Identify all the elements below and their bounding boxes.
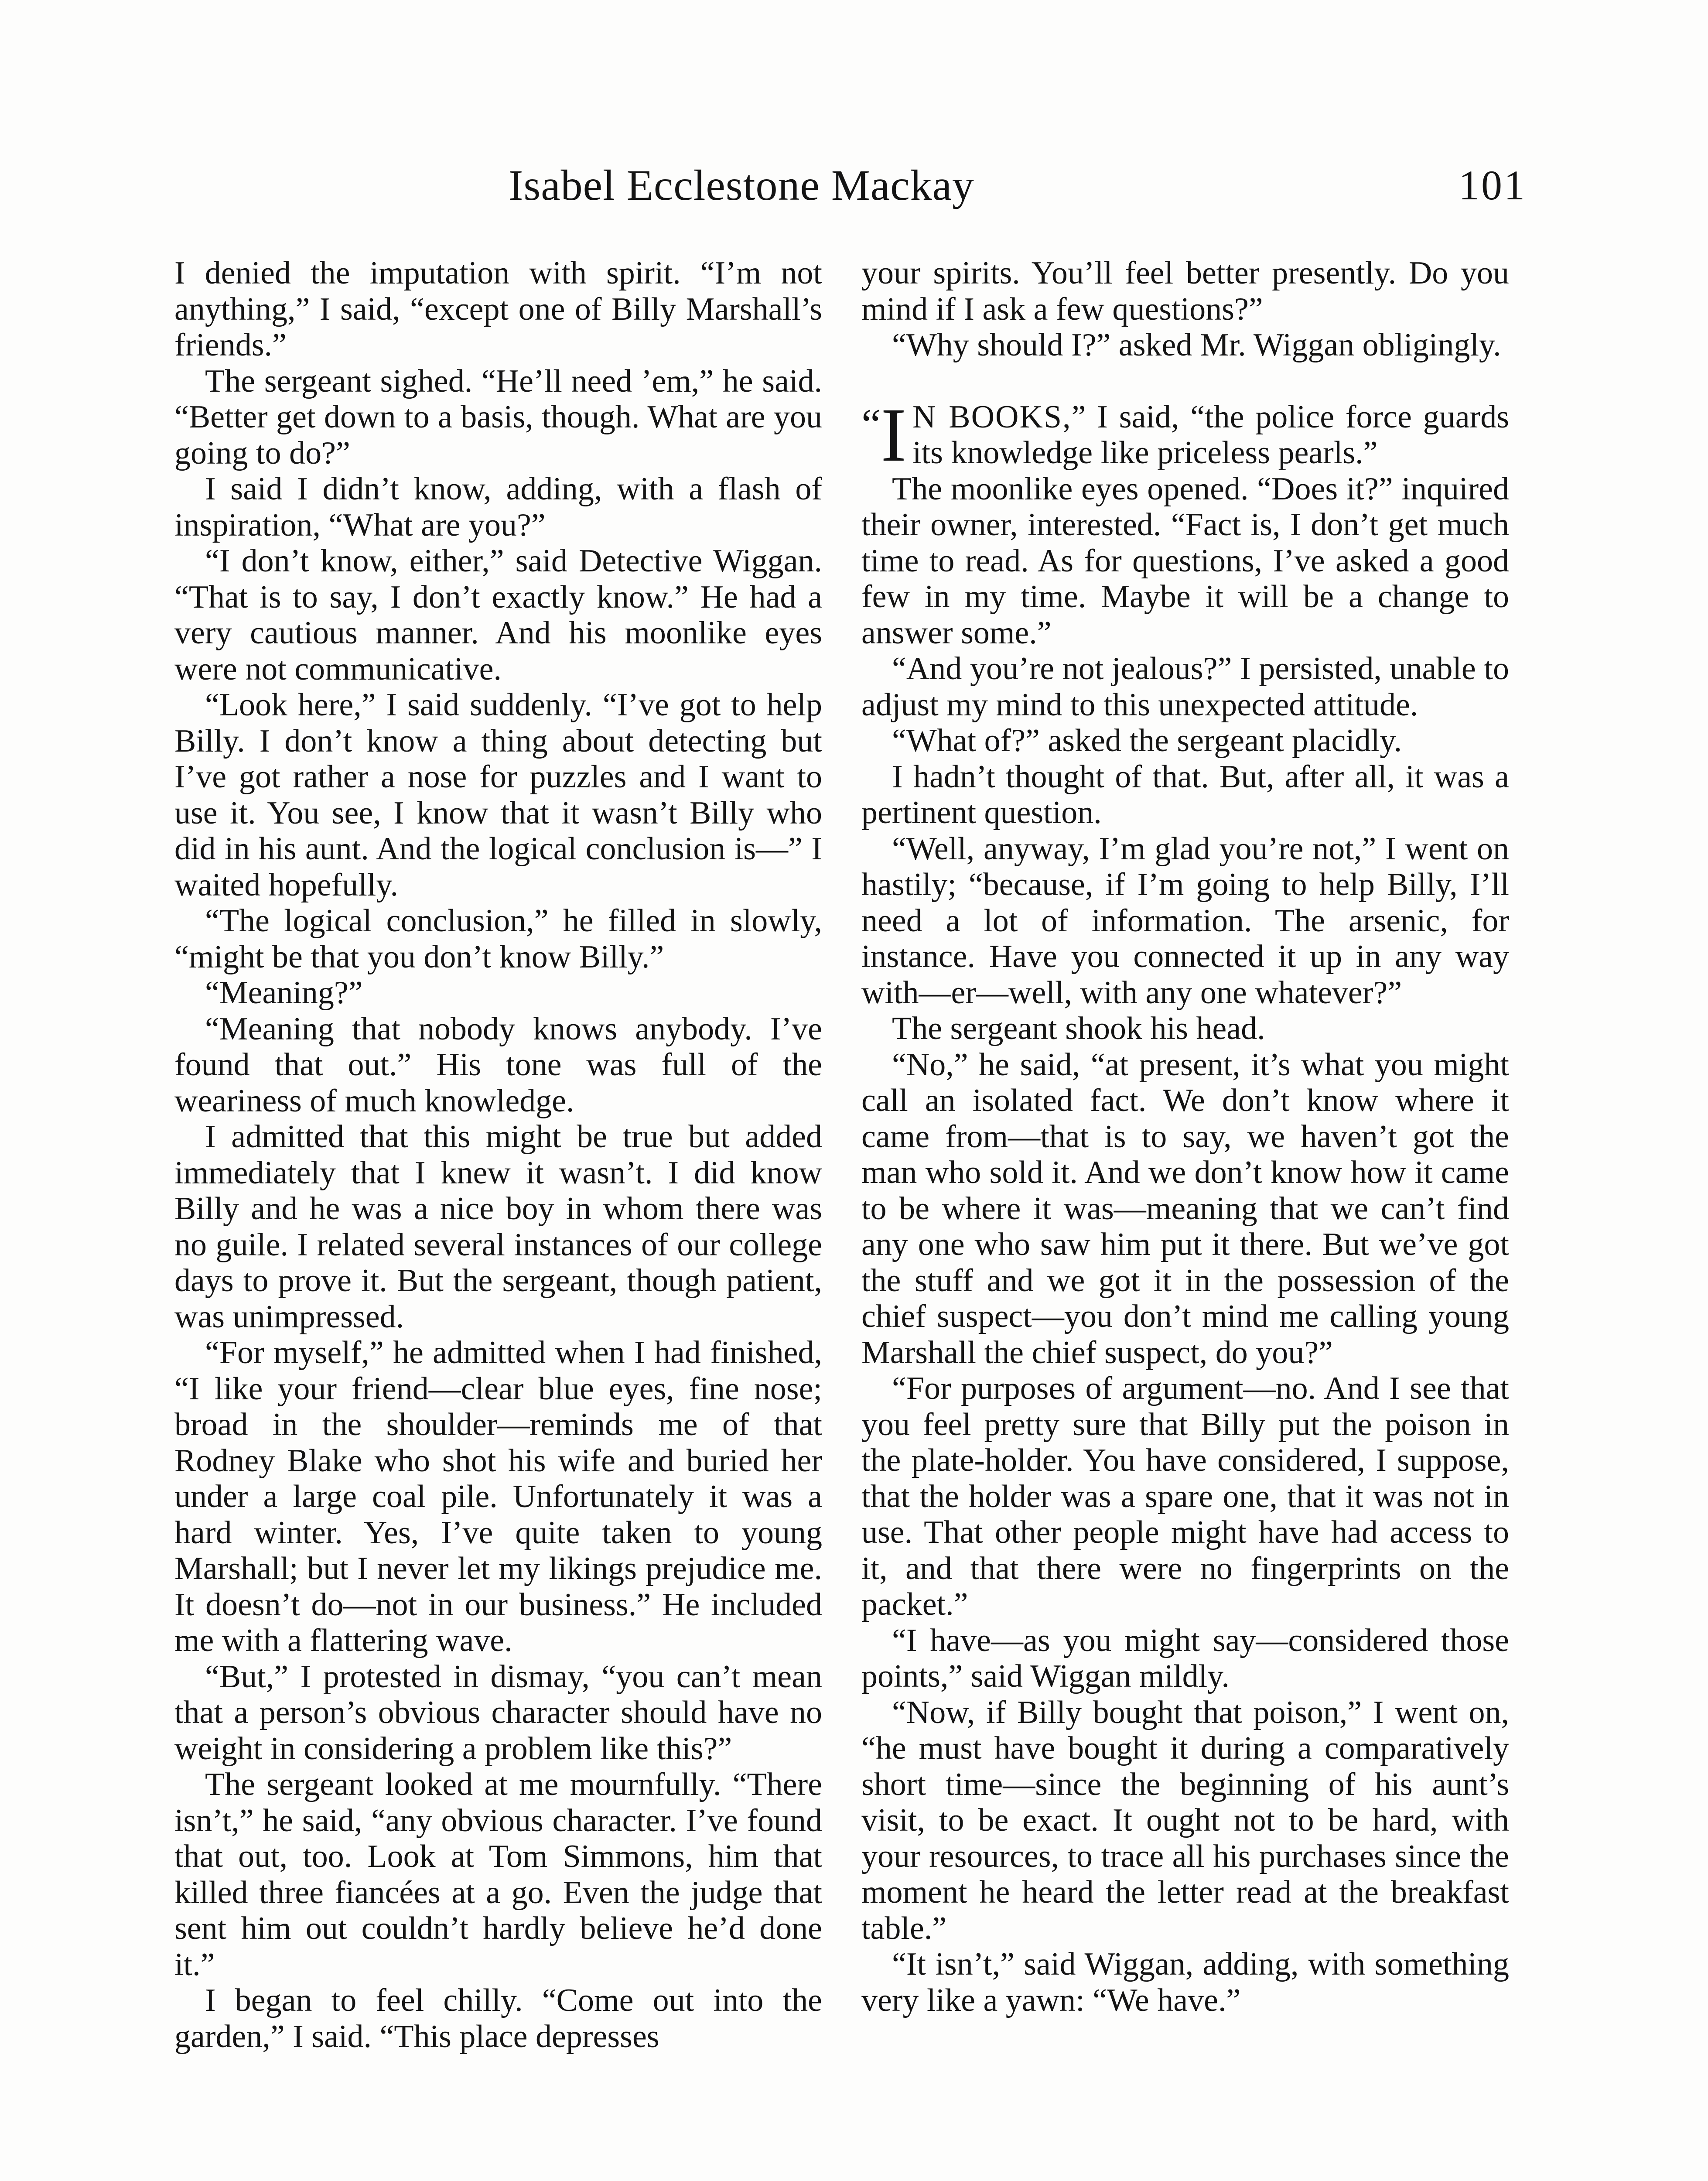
paragraph: your spirits. You’ll feel better presently. Do you mind if I ask a few questions?”: [861, 255, 1509, 327]
paragraph: The moonlike eyes opened. “Does it?” inquired their owner, interested. “Fact is, I don’t get much time to read. As for questions, I’ve asked a good few in my time. Maybe it will be a change to answer some.”: [861, 471, 1509, 651]
paragraph: “Well, anyway, I’m glad you’re not,” I went on hastily; “because, if I’m going to help Billy, I’ll need a lot of information. The arsenic, for instance. Have you connected it up in any way with—er—well, with any one whatever?”: [861, 831, 1509, 1011]
running-head: [174, 157, 1527, 214]
drop-cap-letter: I: [881, 392, 906, 478]
paragraph: “What of?” asked the sergeant placidly.: [892, 723, 1402, 759]
paragraph: “Meaning that nobody knows anybody. I’ve found that out.” His tone was full of the weariness of much knowledge.: [174, 1011, 822, 1119]
paragraph: “Now, if Billy bought that poison,” I went on, “he must have bought it during a comparatively short time—since the beginning of his aunt’s visit, to be exact. It ought not to be hard, with your resources, to trace all his purchases since the moment he heard the letter read at the breakfast table.”: [861, 1694, 1509, 1946]
paragraph: “Why should I?” asked Mr. Wiggan obligingly.: [892, 327, 1501, 363]
paragraph: “For myself,” he admitted when I had finished, “I like your friend—clear blue eyes, fine nose; broad in the shoulder—reminds me of that Rodney Blake who shot his wife and buried her under a large coal pile. Unfortunately it was a hard winter. Yes, I’ve quite taken to young Marshall; but I never let my likings prejudice me. It doesn’t do—not in our business.” He included me with a flattering wave.: [174, 1335, 822, 1658]
paragraph: I admitted that this might be true but added immediately that I knew it wasn’t. I did know Billy and he was a nice boy in whom there was no guile. I related several instances of our college days to prove it. But the sergeant, though patient, was unimpressed.: [174, 1119, 822, 1335]
drop-cap-quote: “: [861, 400, 881, 448]
right-text-column: [861, 255, 1509, 2018]
author-running-title: Isabel Ecclestone Mackay: [509, 161, 974, 209]
section-lead-text: ” I said, “the police force guards its knowledge like priceless pearls.”: [912, 399, 1509, 471]
left-text-column: [174, 255, 822, 2055]
section-opening-paragraph: [861, 392, 1509, 478]
page-number: 101: [1459, 162, 1527, 209]
paragraph: “It isn’t,” said Wiggan, adding, with something very like a yawn: “We have.”: [861, 1946, 1509, 2018]
section-lead-smallcaps: N BOOKS,: [912, 399, 1072, 435]
paragraph: The sergeant shook his head.: [892, 1011, 1265, 1046]
paragraph: The sergeant looked at me mournfully. “There isn’t,” he said, “any obvious character. I’ve found that out, too. Look at Tom Simmons, him that killed three fiancées at a go. Even the judge that sent him out couldn’t hardly believe he’d done it.”: [174, 1767, 822, 1983]
drop-cap: [861, 392, 906, 478]
paragraph: “The logical conclusion,” he filled in slowly, “might be that you don’t know Billy.”: [174, 903, 822, 975]
paragraph: “Meaning?”: [205, 975, 363, 1011]
paragraph: “I have—as you might say—considered those points,” said Wiggan mildly.: [861, 1622, 1509, 1694]
paragraph: I said I didn’t know, adding, with a flash of inspiration, “What are you?”: [174, 471, 822, 543]
paragraph: I began to feel chilly. “Come out into the garden,” I said. “This place depresses: [174, 1983, 822, 2055]
paragraph: “For purposes of argument—no. And I see that you feel pretty sure that Billy put the poison in the plate-holder. You have considered, I suppose, that the holder was a spare one, that it was not in use. That other people might have had access to it, and that there were no fingerprints on the packet.”: [861, 1371, 1509, 1622]
paragraph: “I don’t know, either,” said Detective Wiggan. “That is to say, I don’t exactly know.” He had a very cautious manner. And his moonlike eyes were not communicative.: [174, 543, 822, 687]
paragraph: “Look here,” I said suddenly. “I’ve got to help Billy. I don’t know a thing about detecting but I’ve got rather a nose for puzzles and I want to use it. You see, I know that it wasn’t Billy who did in his aunt. And the logical conclusion is—” I waited hopefully.: [174, 687, 822, 903]
paragraph: “And you’re not jealous?” I persisted, unable to adjust my mind to this unexpected attitude.: [861, 651, 1509, 723]
paragraph: “No,” he said, “at present, it’s what you might call an isolated fact. We don’t know where it came from—that is to say, we haven’t got the man who sold it. And we don’t know how it came to be where it was—meaning that we can’t find any one who saw him put it there. But we’ve got the stuff and we got it in the possession of the chief suspect—you don’t mind me calling young Marshall the chief suspect, do you?”: [861, 1046, 1509, 1371]
paragraph: The sergeant sighed. “He’ll need ’em,” he said. “Better get down to a basis, though. What are you going to do?”: [174, 363, 822, 471]
paragraph: I hadn’t thought of that. But, after all, it was a pertinent question.: [861, 759, 1509, 831]
paragraph: I denied the imputation with spirit. “I’m not anything,” I said, “except one of Billy Marshall’s friends.”: [174, 255, 822, 363]
paragraph: “But,” I protested in dismay, “you can’t mean that a person’s obvious character should have no weight in considering a problem like this?”: [174, 1658, 822, 1767]
